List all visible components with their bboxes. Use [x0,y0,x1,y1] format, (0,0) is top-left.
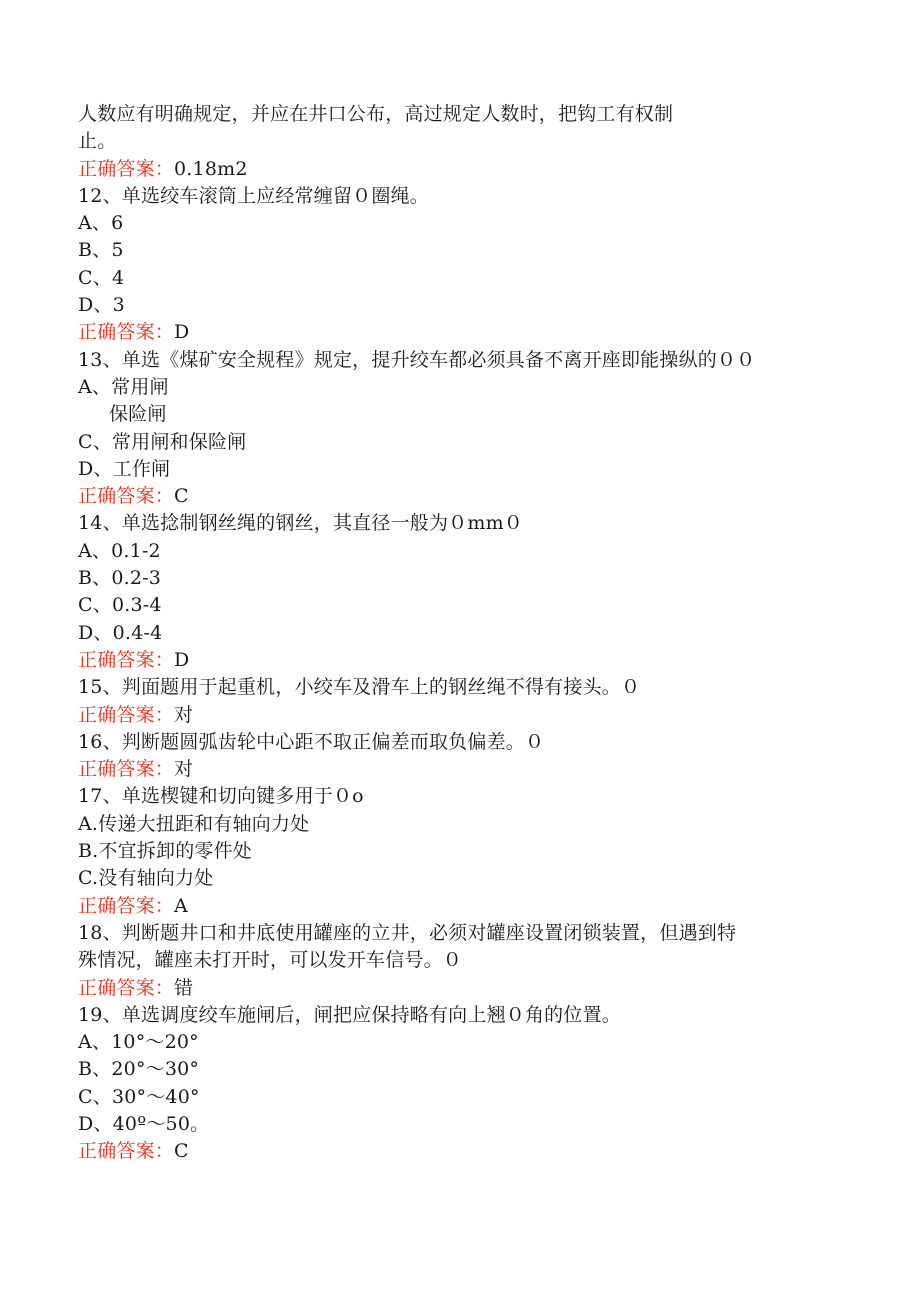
option-line: 保险闸 [109,403,167,426]
question-stem: 17、单选楔键和切向键多用于０o [78,785,364,808]
answer-value: D [174,648,190,671]
answer-line [78,156,858,183]
question-stem: 14、单选捻制钢丝绳的钢丝，其直径一般为０mm０ [78,512,524,535]
question-stem-continued: 殊情况，罐座未打开时，可以发开车信号。０ [78,949,463,972]
option-line: D、工作闸 [78,457,171,480]
answer-value: C [174,1140,189,1163]
answer-value: C [174,485,189,508]
option-line: B、20°～30° [78,1058,200,1081]
answer-line [78,319,858,346]
option-line: A、常用闸 [78,375,169,398]
answer-line [78,702,858,729]
answer-line [78,483,858,510]
question-stem: 19、单选调度绞车施闸后，闸把应保持略有向上翘０角的位置。 [78,1003,621,1026]
answer-label: 正确答案： [78,976,175,999]
option-line: A、10°～20° [78,1031,199,1054]
option-line: A、6 [78,212,124,235]
option-line: B、0.2-3 [78,567,162,590]
option-line: B.不宜拆卸的零件处 [78,840,253,863]
answer-label: 正确答案： [78,703,175,726]
question-stem: 15、判面题用于起重机，小绞车及滑车上的钢丝绳不得有接头。０ [78,676,641,699]
answer-label: 正确答案： [78,894,175,917]
document-page [78,101,858,1166]
answer-value: A [174,894,188,917]
option-line: C、30°～40° [78,1085,200,1108]
intro-line: 止。 [78,130,117,153]
answer-line [78,975,858,1002]
answer-value: 对 [174,703,194,726]
question-stem: 13、单选《煤矿安全规程》规定，提升绞车都必须具备不离开座即能操纵的００ [78,348,756,371]
option-line: A.传递大扭距和有轴向力处 [78,812,310,835]
option-line: A、0.1-2 [78,539,161,562]
answer-label: 正确答案： [78,321,175,344]
intro-line: 人数应有明确规定，并应在井口公布，高过规定人数时，把钩工有权制 [78,103,674,125]
answer-label: 正确答案： [78,157,175,180]
option-line: C、常用闸和保险闸 [78,430,247,453]
answer-label: 正确答案： [78,648,175,671]
option-line: C、4 [78,266,125,289]
question-stem: 16、判断题圆弧齿轮中心距不取正偏差而取负偏差。０ [78,730,545,753]
option-line: D、3 [78,294,125,317]
option-line: B、5 [78,239,124,262]
question-stem: 18、判断题井口和井底使用罐座的立井，必须对罐座设置闭锁装置，但遇到特 [78,921,737,944]
answer-line [78,647,858,674]
answer-label: 正确答案： [78,758,175,781]
answer-value: 0.18m2 [174,157,248,180]
option-line: C.没有轴向力处 [78,867,214,890]
answer-line [78,893,858,920]
option-line: D、0.4-4 [78,621,163,644]
answer-value: 错 [174,976,194,999]
question-stem: 12、单选绞车滚筒上应经常缠留０圈绳。 [78,184,429,207]
answer-line [78,1138,858,1165]
answer-label: 正确答案： [78,485,175,508]
answer-label: 正确答案： [78,1140,175,1163]
answer-line [78,756,858,783]
option-line: D、40º～50。 [78,1112,210,1135]
option-line: C、0.3-4 [78,594,162,617]
answer-value: D [174,321,190,344]
answer-value: 对 [174,758,194,781]
